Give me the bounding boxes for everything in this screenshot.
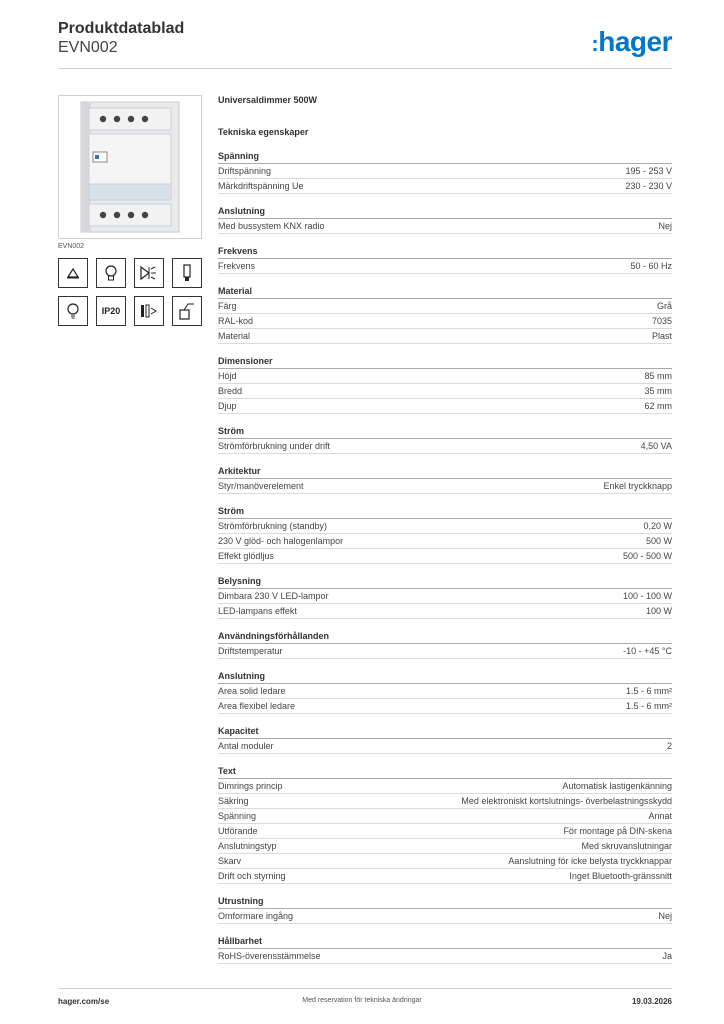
spec-row bbox=[218, 644, 672, 659]
spec-row bbox=[218, 604, 672, 619]
spec-section bbox=[218, 355, 672, 414]
section-title: Anslutning bbox=[218, 205, 672, 219]
footer-note: Med reservation för tekniska ändringar bbox=[302, 997, 422, 1004]
footer-divider bbox=[58, 988, 672, 989]
section-title: Arkitektur bbox=[218, 465, 672, 479]
spec-section bbox=[218, 935, 672, 964]
spec-label: Märkdriftspänning Ue bbox=[218, 181, 304, 191]
section-title: Användningsförhållanden bbox=[218, 630, 672, 644]
spec-value: För montage på DIN-skena bbox=[563, 826, 672, 836]
spec-row bbox=[218, 809, 672, 824]
spec-label: Drift och styrning bbox=[218, 871, 286, 881]
section-title: Spänning bbox=[218, 150, 672, 164]
spec-row bbox=[218, 384, 672, 399]
section-title: Ström bbox=[218, 425, 672, 439]
spec-label: Styr/manöverelement bbox=[218, 481, 304, 491]
spec-value: 0,20 W bbox=[643, 521, 672, 531]
hager-logo: :hager bbox=[591, 26, 672, 57]
spec-row bbox=[218, 479, 672, 494]
spec-section bbox=[218, 205, 672, 234]
spec-label: Strömförbrukning under drift bbox=[218, 441, 331, 451]
spec-section bbox=[218, 285, 672, 344]
spec-value: Automatisk lastigenkänning bbox=[562, 781, 672, 791]
tube-lamp-icon bbox=[172, 258, 202, 288]
section-title: Dimensioner bbox=[218, 355, 672, 369]
spec-label: Skarv bbox=[218, 856, 242, 866]
page-title: Produktdatablad bbox=[58, 20, 185, 37]
header-divider bbox=[58, 68, 672, 69]
spec-value: Annat bbox=[648, 811, 672, 821]
tech-specs bbox=[218, 93, 672, 964]
spec-section bbox=[218, 575, 672, 619]
spec-label: Säkring bbox=[218, 796, 249, 806]
spec-label: Strömförbrukning (standby) bbox=[218, 521, 328, 531]
spec-label: Driftstemperatur bbox=[218, 646, 283, 656]
spec-label: LED-lampans effekt bbox=[218, 606, 297, 616]
spec-label: RoHS-överensstämmelse bbox=[218, 951, 321, 961]
spec-value: Grå bbox=[656, 301, 672, 311]
spec-section bbox=[218, 725, 672, 754]
spec-value: 100 - 100 W bbox=[622, 591, 672, 601]
spec-row bbox=[218, 399, 672, 414]
spec-section bbox=[218, 150, 672, 194]
spec-value: Nej bbox=[658, 911, 672, 921]
spec-sections bbox=[218, 150, 672, 964]
spec-label: 230 V glöd- och halogenlampor bbox=[218, 536, 344, 546]
spec-row bbox=[218, 779, 672, 794]
section-title: Utrustning bbox=[218, 895, 672, 909]
section-title: Ström bbox=[218, 505, 672, 519]
spec-row bbox=[218, 589, 672, 604]
spec-value: 62 mm bbox=[644, 401, 672, 411]
spec-row bbox=[218, 684, 672, 699]
spec-label: Driftspänning bbox=[218, 166, 272, 176]
product-code: EVN002 bbox=[58, 39, 118, 56]
spec-value: 1.5 - 6 mm² bbox=[625, 686, 672, 696]
spec-label: Djup bbox=[218, 401, 237, 411]
ip20-icon: IP20 bbox=[96, 296, 126, 326]
spec-value: Inget Bluetooth-gränssnitt bbox=[569, 871, 672, 881]
spec-value: 2 bbox=[666, 741, 672, 751]
spec-row bbox=[218, 369, 672, 384]
spec-label: Area solid ledare bbox=[218, 686, 286, 696]
spec-row bbox=[218, 949, 672, 964]
spec-section bbox=[218, 505, 672, 564]
spec-label: Material bbox=[218, 331, 251, 341]
spec-section bbox=[218, 895, 672, 924]
spec-row bbox=[218, 219, 672, 234]
spec-label: Anslutningstyp bbox=[218, 841, 277, 851]
spec-row bbox=[218, 549, 672, 564]
spec-value: 85 mm bbox=[644, 371, 672, 381]
spec-label: Dimbara 230 V LED-lampor bbox=[218, 591, 329, 601]
spec-label: Med bussystem KNX radio bbox=[218, 221, 325, 231]
dimmer-device-illustration bbox=[59, 96, 201, 238]
spec-label: Färg bbox=[218, 301, 237, 311]
section-title: Kapacitet bbox=[218, 725, 672, 739]
spec-row bbox=[218, 439, 672, 454]
spec-row bbox=[218, 699, 672, 714]
spec-value: Plast bbox=[651, 331, 672, 341]
spec-value: 50 - 60 Hz bbox=[630, 261, 672, 271]
spec-row bbox=[218, 794, 672, 809]
spec-value: -10 - +45 °C bbox=[623, 646, 672, 656]
spec-label: Höjd bbox=[218, 371, 237, 381]
spec-row bbox=[218, 179, 672, 194]
dimmer-lamp-icon bbox=[58, 258, 88, 288]
spec-value: Med skruvanslutningar bbox=[581, 841, 672, 851]
spec-value: 35 mm bbox=[644, 386, 672, 396]
spec-value: 500 - 500 W bbox=[622, 551, 672, 561]
logo-text: hager bbox=[598, 26, 672, 57]
spec-row bbox=[218, 739, 672, 754]
spec-label: Omformare ingång bbox=[218, 911, 294, 921]
bulb-icon bbox=[96, 258, 126, 288]
spec-label: Dimrings princip bbox=[218, 781, 283, 791]
spec-value: 195 - 253 V bbox=[625, 166, 672, 176]
spec-row bbox=[218, 854, 672, 869]
spec-section bbox=[218, 465, 672, 494]
spec-row bbox=[218, 519, 672, 534]
spec-section bbox=[218, 245, 672, 274]
spec-value: 100 W bbox=[645, 606, 672, 616]
spec-label: Frekvens bbox=[218, 261, 256, 271]
footer-date: 19.03.2026 bbox=[631, 997, 672, 1006]
spec-row bbox=[218, 314, 672, 329]
spec-value: 230 - 230 V bbox=[625, 181, 672, 191]
spec-label: Spänning bbox=[218, 811, 257, 821]
spec-value: Ja bbox=[662, 951, 672, 961]
spec-value: 7035 bbox=[651, 316, 672, 326]
spec-section bbox=[218, 670, 672, 714]
spec-value: Med elektroniskt kortslutnings- överbelastningsskydd bbox=[461, 796, 672, 806]
spec-value: Aanslutning för icke belysta tryckknappar bbox=[508, 856, 672, 866]
spec-label: RAL-kod bbox=[218, 316, 254, 326]
spec-label: Effekt glödljus bbox=[218, 551, 274, 561]
product-caption: EVN002 bbox=[58, 243, 85, 250]
spec-value: 4,50 VA bbox=[640, 441, 672, 451]
section-title: Anslutning bbox=[218, 670, 672, 684]
spec-row bbox=[218, 869, 672, 884]
spec-section bbox=[218, 425, 672, 454]
spec-value: Enkel tryckknapp bbox=[603, 481, 672, 491]
spec-row bbox=[218, 259, 672, 274]
led-driver-icon bbox=[134, 258, 164, 288]
spec-row bbox=[218, 299, 672, 314]
spec-row bbox=[218, 329, 672, 344]
product-image bbox=[58, 95, 202, 239]
spec-row bbox=[218, 164, 672, 179]
spec-label: Antal moduler bbox=[218, 741, 274, 751]
section-title: Belysning bbox=[218, 575, 672, 589]
spec-label: Utförande bbox=[218, 826, 258, 836]
spec-section bbox=[218, 630, 672, 659]
spec-row bbox=[218, 909, 672, 924]
section-title: Hållbarhet bbox=[218, 935, 672, 949]
product-name: Universaldimmer 500W bbox=[218, 95, 318, 105]
spec-value: 500 W bbox=[645, 536, 672, 546]
section-title: Frekvens bbox=[218, 245, 672, 259]
pushbutton-icon bbox=[172, 296, 202, 326]
spec-row bbox=[218, 824, 672, 839]
spec-row bbox=[218, 534, 672, 549]
spec-value: Nej bbox=[658, 221, 672, 231]
footer-website[interactable]: hager.com/se bbox=[58, 997, 110, 1006]
spec-section bbox=[218, 765, 672, 884]
spec-row bbox=[218, 839, 672, 854]
light-bulb-icon bbox=[58, 296, 88, 326]
spec-label: Area flexibel ledare bbox=[218, 701, 296, 711]
spec-value: 1.5 - 6 mm² bbox=[625, 701, 672, 711]
tech-title: Tekniska egenskaper bbox=[218, 127, 309, 137]
spec-label: Bredd bbox=[218, 386, 243, 396]
transformer-icon bbox=[134, 296, 164, 326]
section-title: Material bbox=[218, 285, 672, 299]
section-title: Text bbox=[218, 765, 672, 779]
